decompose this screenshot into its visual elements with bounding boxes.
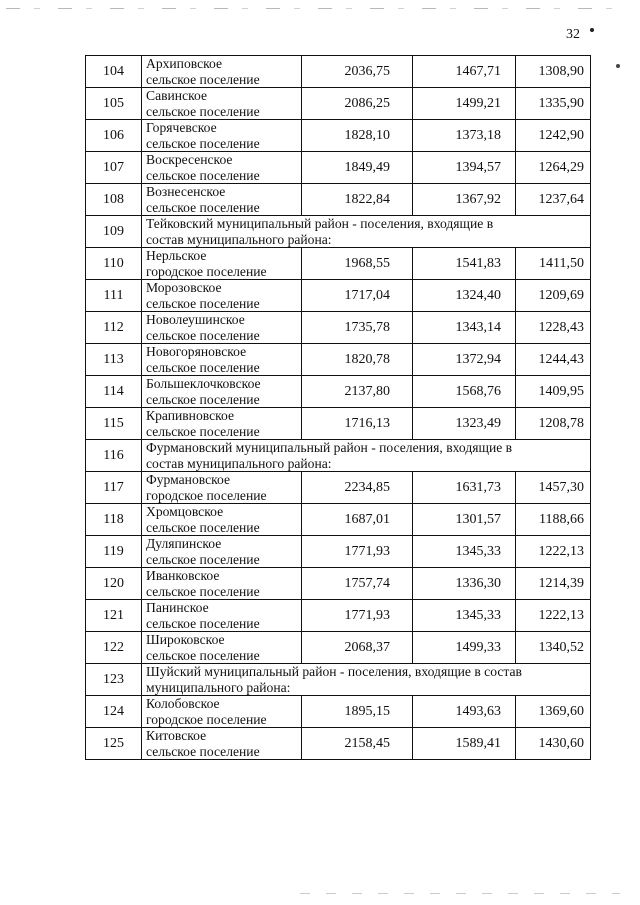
settlement-name bbox=[142, 696, 302, 728]
value-cell-2: 1467,71 bbox=[413, 56, 516, 88]
page-number: 32 bbox=[566, 27, 580, 42]
table-row bbox=[86, 600, 591, 632]
settlement-type: городское поселение bbox=[146, 263, 267, 279]
value-cell-3: 1411,50 bbox=[516, 248, 591, 280]
value-cell-1: 2036,75 bbox=[302, 56, 413, 88]
row-number: 123 bbox=[86, 664, 142, 696]
settlement-type: сельское поселение bbox=[146, 135, 260, 151]
settlement-title: Колобовское bbox=[146, 696, 220, 711]
value-cell-2: 1568,76 bbox=[413, 376, 516, 408]
settlement-title: Широковское bbox=[146, 632, 225, 647]
table-row bbox=[86, 376, 591, 408]
value-cell-1: 2068,37 bbox=[302, 632, 413, 664]
table-row bbox=[86, 632, 591, 664]
settlement-type: сельское поселение bbox=[146, 583, 260, 599]
value-cell-3: 1208,78 bbox=[516, 408, 591, 440]
value-cell-2: 1372,94 bbox=[413, 344, 516, 376]
section-row bbox=[86, 440, 591, 472]
value-cell-3: 1244,43 bbox=[516, 344, 591, 376]
value-cell-3: 1457,30 bbox=[516, 472, 591, 504]
settlement-name bbox=[142, 536, 302, 568]
value-cell-3: 1214,39 bbox=[516, 568, 591, 600]
section-heading-line: состав муниципального района: bbox=[146, 231, 332, 247]
value-cell-3: 1209,69 bbox=[516, 280, 591, 312]
settlement-name bbox=[142, 120, 302, 152]
value-cell-2: 1324,40 bbox=[413, 280, 516, 312]
settlements-table bbox=[85, 55, 591, 760]
settlement-type: сельское поселение bbox=[146, 743, 260, 759]
value-cell-1: 1716,13 bbox=[302, 408, 413, 440]
value-cell-1: 1822,84 bbox=[302, 184, 413, 216]
value-cell-3: 1237,64 bbox=[516, 184, 591, 216]
settlement-name bbox=[142, 280, 302, 312]
settlement-type: сельское поселение bbox=[146, 615, 260, 631]
table-row bbox=[86, 408, 591, 440]
table-row bbox=[86, 88, 591, 120]
settlement-title: Горячевское bbox=[146, 120, 217, 135]
row-number: 121 bbox=[86, 600, 142, 632]
row-number: 124 bbox=[86, 696, 142, 728]
row-number: 122 bbox=[86, 632, 142, 664]
section-row bbox=[86, 664, 591, 696]
section-row bbox=[86, 216, 591, 248]
settlement-title: Дуляпинское bbox=[146, 536, 222, 551]
row-number: 108 bbox=[86, 184, 142, 216]
row-number: 109 bbox=[86, 216, 142, 248]
row-number: 112 bbox=[86, 312, 142, 344]
table-row bbox=[86, 536, 591, 568]
value-cell-2: 1373,18 bbox=[413, 120, 516, 152]
section-heading-line: Фурмановский муниципальный район - поселения, входящие в bbox=[146, 440, 513, 455]
value-cell-3: 1228,43 bbox=[516, 312, 591, 344]
value-cell-3: 1430,60 bbox=[516, 728, 591, 760]
settlement-type: сельское поселение bbox=[146, 71, 260, 87]
table-row bbox=[86, 728, 591, 760]
value-cell-3: 1308,90 bbox=[516, 56, 591, 88]
table-row bbox=[86, 120, 591, 152]
settlement-title: Большеклочковское bbox=[146, 376, 261, 391]
value-cell-3: 1188,66 bbox=[516, 504, 591, 536]
settlement-title: Хромцовское bbox=[146, 504, 224, 519]
value-cell-2: 1343,14 bbox=[413, 312, 516, 344]
settlement-name bbox=[142, 184, 302, 216]
value-cell-1: 1735,78 bbox=[302, 312, 413, 344]
settlement-title: Крапивновское bbox=[146, 408, 235, 423]
value-cell-2: 1345,33 bbox=[413, 600, 516, 632]
row-number: 115 bbox=[86, 408, 142, 440]
settlement-type: сельское поселение bbox=[146, 199, 260, 215]
row-number: 107 bbox=[86, 152, 142, 184]
settlement-name bbox=[142, 728, 302, 760]
value-cell-1: 1771,93 bbox=[302, 536, 413, 568]
table-row bbox=[86, 248, 591, 280]
settlement-type: сельское поселение bbox=[146, 359, 260, 375]
value-cell-3: 1264,29 bbox=[516, 152, 591, 184]
section-heading bbox=[142, 440, 591, 472]
value-cell-2: 1493,63 bbox=[413, 696, 516, 728]
settlement-type: сельское поселение bbox=[146, 551, 260, 567]
value-cell-3: 1335,90 bbox=[516, 88, 591, 120]
settlement-title: Морозовское bbox=[146, 280, 222, 295]
value-cell-1: 1828,10 bbox=[302, 120, 413, 152]
scan-mark bbox=[616, 64, 620, 68]
settlement-title: Архиповское bbox=[146, 56, 223, 71]
row-number: 110 bbox=[86, 248, 142, 280]
settlement-name bbox=[142, 472, 302, 504]
value-cell-2: 1301,57 bbox=[413, 504, 516, 536]
settlement-type: сельское поселение bbox=[146, 295, 260, 311]
value-cell-1: 1757,74 bbox=[302, 568, 413, 600]
settlement-name bbox=[142, 632, 302, 664]
settlement-type: сельское поселение bbox=[146, 391, 260, 407]
value-cell-2: 1499,33 bbox=[413, 632, 516, 664]
settlement-type: сельское поселение bbox=[146, 423, 260, 439]
row-number: 117 bbox=[86, 472, 142, 504]
value-cell-1: 2234,85 bbox=[302, 472, 413, 504]
value-cell-2: 1589,41 bbox=[413, 728, 516, 760]
settlement-type: городское поселение bbox=[146, 711, 267, 727]
settlement-title: Савинское bbox=[146, 88, 208, 103]
value-cell-3: 1409,95 bbox=[516, 376, 591, 408]
settlement-type: городское поселение bbox=[146, 487, 267, 503]
settlement-name bbox=[142, 408, 302, 440]
table-row bbox=[86, 184, 591, 216]
settlement-type: сельское поселение bbox=[146, 647, 260, 663]
section-heading-line: муниципального района: bbox=[146, 679, 291, 695]
value-cell-2: 1631,73 bbox=[413, 472, 516, 504]
settlement-name bbox=[142, 376, 302, 408]
scan-artifact-bottom bbox=[300, 893, 620, 894]
table-row bbox=[86, 504, 591, 536]
settlement-title: Новогоряновское bbox=[146, 344, 247, 359]
settlement-title: Иванковское bbox=[146, 568, 220, 583]
table-row bbox=[86, 152, 591, 184]
value-cell-2: 1345,33 bbox=[413, 536, 516, 568]
value-cell-2: 1323,49 bbox=[413, 408, 516, 440]
settlement-type: сельское поселение bbox=[146, 103, 260, 119]
value-cell-1: 1968,55 bbox=[302, 248, 413, 280]
value-cell-3: 1340,52 bbox=[516, 632, 591, 664]
row-number: 106 bbox=[86, 120, 142, 152]
settlement-name bbox=[142, 568, 302, 600]
row-number: 120 bbox=[86, 568, 142, 600]
settlement-name bbox=[142, 88, 302, 120]
scan-artifact-top bbox=[6, 8, 624, 9]
section-heading-line: Шуйский муниципальный район - поселения, входящие в состав bbox=[146, 664, 522, 679]
settlement-title: Панинское bbox=[146, 600, 209, 615]
settlement-title: Китовское bbox=[146, 728, 207, 743]
value-cell-1: 2158,45 bbox=[302, 728, 413, 760]
section-heading-line: Тейковский муниципальный район - поселения, входящие в bbox=[146, 216, 494, 231]
settlement-title: Новолеушинское bbox=[146, 312, 245, 327]
value-cell-1: 1771,93 bbox=[302, 600, 413, 632]
section-heading-line: состав муниципального района: bbox=[146, 455, 332, 471]
value-cell-3: 1242,90 bbox=[516, 120, 591, 152]
table-row bbox=[86, 696, 591, 728]
table-row bbox=[86, 472, 591, 504]
value-cell-1: 2137,80 bbox=[302, 376, 413, 408]
value-cell-1: 1895,15 bbox=[302, 696, 413, 728]
table-row bbox=[86, 280, 591, 312]
settlement-name bbox=[142, 152, 302, 184]
settlement-name bbox=[142, 56, 302, 88]
section-heading bbox=[142, 664, 591, 696]
section-heading bbox=[142, 216, 591, 248]
value-cell-1: 1717,04 bbox=[302, 280, 413, 312]
table-row bbox=[86, 56, 591, 88]
settlement-type: сельское поселение bbox=[146, 327, 260, 343]
value-cell-3: 1222,13 bbox=[516, 600, 591, 632]
value-cell-2: 1394,57 bbox=[413, 152, 516, 184]
value-cell-3: 1369,60 bbox=[516, 696, 591, 728]
row-number: 118 bbox=[86, 504, 142, 536]
scan-mark bbox=[590, 28, 594, 32]
table-row bbox=[86, 344, 591, 376]
row-number: 104 bbox=[86, 56, 142, 88]
value-cell-1: 1820,78 bbox=[302, 344, 413, 376]
table-row bbox=[86, 568, 591, 600]
value-cell-2: 1541,83 bbox=[413, 248, 516, 280]
row-number: 125 bbox=[86, 728, 142, 760]
value-cell-1: 1849,49 bbox=[302, 152, 413, 184]
settlement-name bbox=[142, 344, 302, 376]
settlement-type: сельское поселение bbox=[146, 167, 260, 183]
settlement-title: Фурмановское bbox=[146, 472, 231, 487]
settlement-title: Вознесенское bbox=[146, 184, 226, 199]
value-cell-1: 1687,01 bbox=[302, 504, 413, 536]
table-row bbox=[86, 312, 591, 344]
value-cell-2: 1499,21 bbox=[413, 88, 516, 120]
settlement-name bbox=[142, 504, 302, 536]
row-number: 105 bbox=[86, 88, 142, 120]
value-cell-1: 2086,25 bbox=[302, 88, 413, 120]
row-number: 114 bbox=[86, 376, 142, 408]
settlement-title: Нерльское bbox=[146, 248, 207, 263]
settlement-name bbox=[142, 600, 302, 632]
row-number: 116 bbox=[86, 440, 142, 472]
settlement-title: Воскресенское bbox=[146, 152, 233, 167]
settlement-type: сельское поселение bbox=[146, 519, 260, 535]
settlement-name bbox=[142, 248, 302, 280]
row-number: 119 bbox=[86, 536, 142, 568]
value-cell-3: 1222,13 bbox=[516, 536, 591, 568]
settlement-name bbox=[142, 312, 302, 344]
value-cell-2: 1367,92 bbox=[413, 184, 516, 216]
row-number: 113 bbox=[86, 344, 142, 376]
row-number: 111 bbox=[86, 280, 142, 312]
value-cell-2: 1336,30 bbox=[413, 568, 516, 600]
